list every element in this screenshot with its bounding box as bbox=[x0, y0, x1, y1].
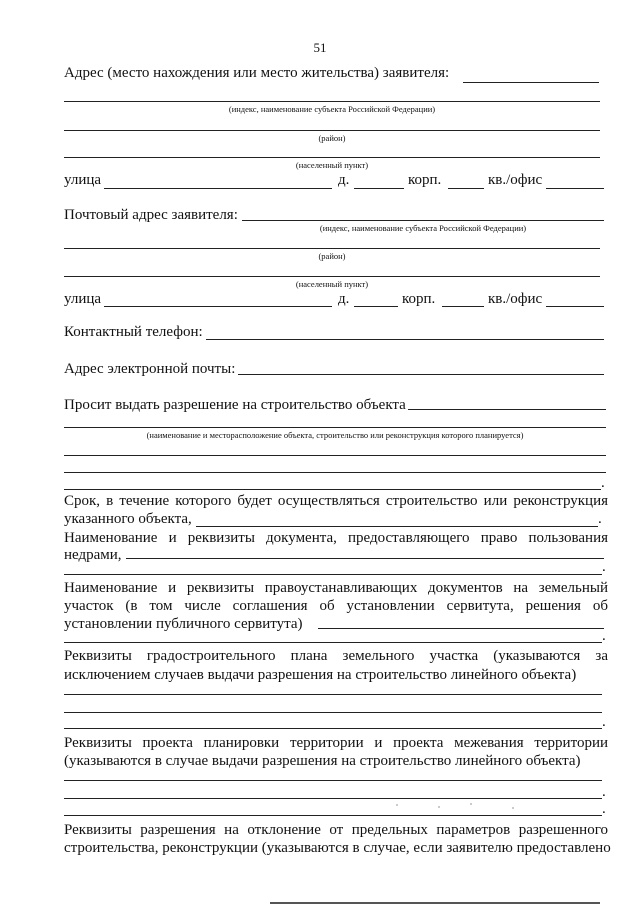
term-end-dot: . bbox=[598, 511, 602, 527]
deviation-permit-line-2: строительства, реконструкции (указываются в случае, если заявителю предоставлено bbox=[64, 840, 611, 856]
subsoil-end-dot: . bbox=[602, 559, 606, 575]
planning-project-field-2[interactable] bbox=[64, 798, 602, 799]
land-rights-end-dot: . bbox=[602, 628, 606, 644]
urban-plan-line-2: исключением случаев выдачи разрешения на строительство линейного объекта) bbox=[64, 667, 577, 683]
postal-building-field[interactable] bbox=[442, 306, 484, 307]
planning-project-line-1: Реквизиты проекта планировки территории и проекта межевания территории bbox=[64, 735, 608, 751]
page-bottom-edge bbox=[270, 902, 600, 904]
urban-plan-end-dot: . bbox=[602, 714, 606, 730]
applicant-house-field[interactable] bbox=[354, 188, 404, 189]
urban-plan-field-3[interactable] bbox=[64, 728, 602, 729]
subsoil-line-1: Наименование и реквизиты документа, предоставляющего право пользования bbox=[64, 530, 608, 546]
term-line-2: указанного объекта, bbox=[64, 511, 192, 527]
postal-address-index-hint: (индекс, наименование субъекта Российской Федерации) bbox=[319, 223, 527, 233]
postal-address-label: Почтовый адрес заявителя: bbox=[64, 207, 238, 223]
applicant-house-label: д. bbox=[338, 172, 350, 188]
scan-speck bbox=[396, 804, 398, 806]
applicant-address-index-field[interactable] bbox=[64, 101, 600, 102]
postal-house-field[interactable] bbox=[354, 306, 398, 307]
term-line-1: Срок, в течение которого будет осуществляться строительство или реконструкция bbox=[64, 493, 608, 509]
applicant-street-label: улица bbox=[64, 172, 102, 188]
land-rights-line-3: установлении публичного сервитута) bbox=[64, 616, 303, 632]
permit-object-line-2[interactable] bbox=[64, 427, 606, 428]
postal-apartment-label: кв./офис bbox=[488, 291, 543, 307]
planning-project-line-2: (указываются в случае выдачи разрешения на строительство линейного объекта) bbox=[64, 753, 581, 769]
applicant-address-locality-hint: (населенный пункт) bbox=[295, 160, 369, 170]
applicant-building-label: корп. bbox=[408, 172, 442, 188]
applicant-building-field[interactable] bbox=[448, 188, 484, 189]
applicant-address-district-field[interactable] bbox=[64, 130, 600, 131]
postal-building-label: корп. bbox=[402, 291, 436, 307]
urban-plan-field-2[interactable] bbox=[64, 712, 602, 713]
applicant-address-field[interactable] bbox=[463, 82, 599, 83]
contact-phone-label: Контактный телефон: bbox=[64, 324, 203, 340]
permit-object-line-4[interactable] bbox=[64, 472, 606, 473]
planning-project-field-1[interactable] bbox=[64, 780, 602, 781]
planning-project-dot-1: . bbox=[602, 784, 606, 800]
deviation-permit-line-1: Реквизиты разрешения на отклонение от предельных параметров разрешенного bbox=[64, 822, 608, 838]
urban-plan-line-1: Реквизиты градостроительного плана земельного участка (указываются за bbox=[64, 648, 608, 664]
subsoil-line-extra[interactable] bbox=[64, 574, 602, 575]
permit-object-line-3[interactable] bbox=[64, 455, 606, 456]
urban-plan-field-1[interactable] bbox=[64, 694, 602, 695]
postal-address-district-field[interactable] bbox=[64, 248, 600, 249]
scan-speck bbox=[512, 807, 514, 809]
applicant-address-label: Адрес (место нахождения или место жительства) заявителя: bbox=[64, 65, 450, 81]
email-label: Адрес электронной почты: bbox=[64, 361, 236, 377]
page-number: 51 bbox=[313, 40, 327, 55]
applicant-address-locality-field[interactable] bbox=[64, 157, 600, 158]
permit-request-label: Просит выдать разрешение на строительство объекта bbox=[64, 397, 406, 413]
applicant-apartment-field[interactable] bbox=[546, 188, 604, 189]
postal-street-field[interactable] bbox=[104, 306, 332, 307]
postal-apartment-field[interactable] bbox=[546, 306, 604, 307]
applicant-street-field[interactable] bbox=[104, 188, 332, 189]
applicant-apartment-label: кв./офис bbox=[488, 172, 543, 188]
permit-object-field[interactable] bbox=[408, 409, 606, 410]
term-field[interactable] bbox=[196, 526, 598, 527]
contact-phone-field[interactable] bbox=[206, 339, 604, 340]
postal-address-locality-hint: (населенный пункт) bbox=[295, 279, 369, 289]
postal-house-label: д. bbox=[338, 291, 350, 307]
land-rights-line-2: участок (в том числе соглашения об установлении сервитута, решения об bbox=[64, 598, 608, 614]
planning-project-field-3[interactable] bbox=[64, 815, 602, 816]
postal-street-label: улица bbox=[64, 291, 102, 307]
subsoil-field[interactable] bbox=[126, 558, 604, 559]
postal-address-field[interactable] bbox=[242, 220, 604, 221]
postal-address-locality-field[interactable] bbox=[64, 276, 600, 277]
permit-object-hint: (наименование и месторасположение объекта, строительство или реконструкция которого планируется) bbox=[146, 430, 524, 440]
land-rights-line-extra[interactable] bbox=[64, 642, 602, 643]
applicant-address-index-hint: (индекс, наименование субъекта Российской Федерации) bbox=[228, 104, 436, 114]
applicant-address-district-hint: (район) bbox=[318, 133, 346, 143]
scan-speck bbox=[470, 803, 472, 805]
subsoil-line-2: недрами, bbox=[64, 547, 122, 563]
land-rights-line-1: Наименование и реквизиты правоустанавливающих документов на земельный bbox=[64, 580, 608, 596]
land-rights-field[interactable] bbox=[318, 628, 604, 629]
permit-end-dot: . bbox=[601, 475, 605, 491]
postal-address-district-hint: (район) bbox=[318, 251, 346, 261]
email-field[interactable] bbox=[238, 374, 604, 375]
planning-project-dot-2: . bbox=[602, 801, 606, 817]
scan-speck bbox=[438, 806, 440, 808]
permit-object-line-5[interactable] bbox=[64, 489, 601, 490]
